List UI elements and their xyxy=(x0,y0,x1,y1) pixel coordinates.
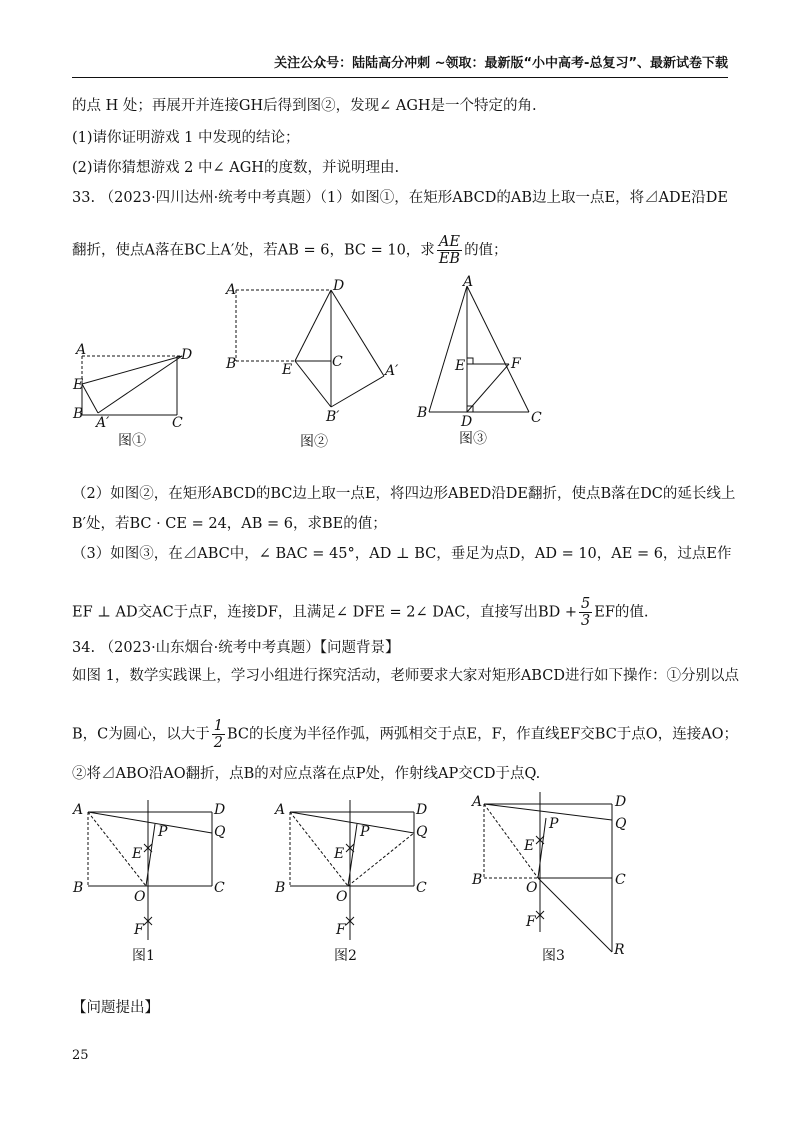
label-p: P xyxy=(549,816,559,832)
text-line: (1)请你证明游戏 1 中发现的结论； xyxy=(72,130,300,146)
label-e: E xyxy=(524,838,535,854)
label-b: B xyxy=(417,405,428,421)
label-f: F xyxy=(511,356,521,372)
text-line: B′处，若BC · CE = 24，AB = 6，求BE的值； xyxy=(72,516,387,532)
label-o: O xyxy=(134,889,146,905)
figure-1 xyxy=(70,342,200,455)
fraction-ae-eb xyxy=(437,234,462,267)
fraction-denominator: EB xyxy=(438,251,461,267)
fraction-5-3 xyxy=(579,596,592,629)
question-34: 34. （2023·山东烟台·统考中考真题）【问题背景】 xyxy=(72,640,400,656)
label-d: D xyxy=(615,794,627,810)
text-fragment: EF ⊥ AD交AC于点F，连接DF，且满足∠ DFE = 2∠ DAC，直接写出BD + xyxy=(72,604,578,621)
label-a: A xyxy=(76,342,87,358)
label-a-prime: A′ xyxy=(385,363,399,379)
label-a: A xyxy=(472,794,483,810)
label-e: E xyxy=(282,362,293,378)
text-line xyxy=(72,596,740,629)
label-q: Q xyxy=(214,824,226,840)
label-d: D xyxy=(333,278,345,294)
figure-3 xyxy=(415,276,555,456)
text-line: （3）如图③，在⊿ABC中，∠ BAC = 45°，AD ⊥ BC，垂足为点D，AD = 10，AE = 6，过点E作 xyxy=(72,546,732,562)
text-line: 的点 H 处；再展开并连接GH后得到图②，发现∠ AGH是一个特定的角. xyxy=(72,98,537,114)
label-c: C xyxy=(531,410,542,426)
label-e: E xyxy=(132,846,143,862)
label-a: A xyxy=(226,282,237,298)
figure-caption: 图③ xyxy=(459,431,487,447)
figure-caption: 图② xyxy=(300,434,328,450)
label-b: B xyxy=(226,356,237,372)
text-line xyxy=(72,718,740,751)
figure-caption: 图1 xyxy=(132,948,155,964)
label-r: R xyxy=(614,942,625,958)
label-b: B xyxy=(472,872,483,888)
label-e: E xyxy=(455,358,466,374)
label-c: C xyxy=(416,880,427,896)
label-p: P xyxy=(360,824,370,840)
question-33: 33. （2023·四川达州·统考中考真题）（1）如图①，在矩形ABCD的AB边上取一点E，将⊿ADE沿DE xyxy=(72,190,728,206)
label-c: C xyxy=(172,415,183,431)
text-line: 【问题提出】 xyxy=(72,1000,159,1016)
label-d: D xyxy=(214,802,226,818)
label-d: D xyxy=(416,802,428,818)
label-q: Q xyxy=(416,824,428,840)
text-fragment: 的值； xyxy=(464,242,508,259)
figure-fig2 xyxy=(272,800,442,970)
text-line: 如图 1，数学实践课上，学习小组进行探究活动，老师要求大家对矩形ABCD进行如下操作：①分别以点 xyxy=(72,668,739,684)
label-f: F xyxy=(526,914,536,930)
label-f: F xyxy=(134,922,144,938)
figure-caption: 图2 xyxy=(334,948,357,964)
label-c: C xyxy=(615,872,626,888)
text-line: ②将⊿ABO沿AO翻折，点B的对应点落在点P处，作射线AP交CD于点Q. xyxy=(72,766,541,782)
fraction-denominator: 2 xyxy=(213,735,223,751)
page-number: 25 xyxy=(72,1048,89,1063)
label-c: C xyxy=(214,880,225,896)
fraction-numerator: 1 xyxy=(213,718,223,734)
label-p: P xyxy=(158,824,168,840)
label-d: D xyxy=(461,414,473,430)
label-e: E xyxy=(334,846,345,862)
fraction-denominator: 3 xyxy=(581,613,591,629)
text-fragment: B，C为圆心，以大于 xyxy=(72,726,210,743)
label-a-prime: A′ xyxy=(96,415,110,431)
label-a: A xyxy=(463,274,474,290)
figure-2 xyxy=(222,280,402,455)
label-f: F xyxy=(336,922,346,938)
label-d: D xyxy=(181,347,193,363)
figure-fig1 xyxy=(70,800,240,970)
fraction-numerator: 5 xyxy=(581,596,591,612)
label-b-prime: B′ xyxy=(326,409,340,425)
page-header: 关注公众号：陆陆高分冲刺 ~领取：最新版“小中高考-总复习”、最新试卷下载 xyxy=(72,52,728,78)
text-fragment: EF的值. xyxy=(594,604,649,621)
text-line: （2）如图②，在矩形ABCD的BC边上取一点E，将四边形ABED沿DE翻折，使点B落在DC的延长线上 xyxy=(72,486,736,502)
label-c: C xyxy=(332,354,343,370)
label-b: B xyxy=(275,880,286,896)
figure-fig3 xyxy=(472,792,642,967)
label-o: O xyxy=(526,880,538,896)
label-o: O xyxy=(336,889,348,905)
text-fragment: BC的长度为半径作弧，两弧相交于点E，F，作直线EF交BC于点O，连接AO； xyxy=(226,726,739,743)
fraction-1-2 xyxy=(212,718,225,751)
label-b: B xyxy=(73,406,84,422)
figure-caption: 图① xyxy=(118,433,146,449)
text-line: (2)请你猜想游戏 2 中∠ AGH的度数，并说明理由. xyxy=(72,160,400,176)
figure-caption: 图3 xyxy=(542,948,565,964)
fraction-numerator: AE xyxy=(437,234,462,251)
text-line xyxy=(72,234,740,267)
label-a: A xyxy=(275,802,286,818)
label-a: A xyxy=(73,802,84,818)
label-e: E xyxy=(73,377,84,393)
label-q: Q xyxy=(615,816,627,832)
text-fragment: 翻折，使点A落在BC上A′处，若AB = 6，BC = 10，求 xyxy=(72,242,435,259)
label-b: B xyxy=(73,880,84,896)
